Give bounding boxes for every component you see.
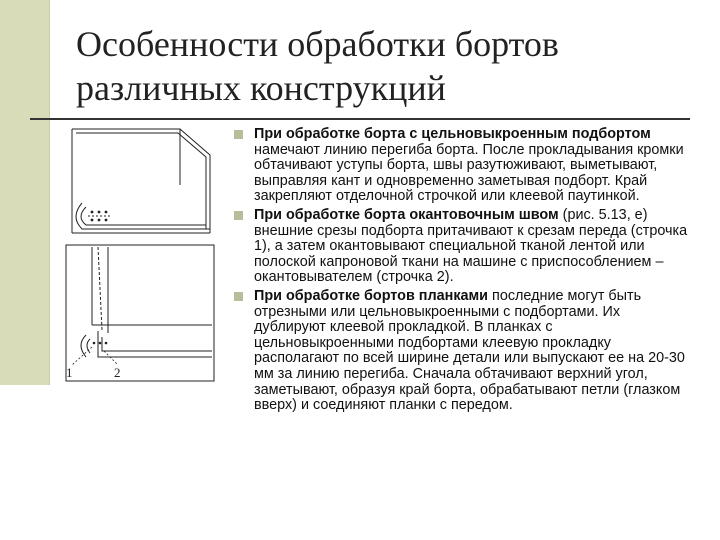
bullet-lead: При обработке борта окантовочным швом [254,206,559,223]
list-item [232,208,692,286]
garment-edge-figure [62,125,218,383]
bullet-list [232,127,692,417]
figure-label-1: 1 [66,365,73,380]
title-divider [30,118,690,120]
bullet-square-icon [234,211,243,220]
lower-stitch-marks [93,342,108,345]
decorative-left-stripe [0,0,50,385]
bullet-lead: При обработке борта с цельновыкроенным подбортом [254,126,651,142]
bullet-text: последние могут быть отрезными или цельновыкроенными с подбортами. Их дублируют клеевой прокладкой. В планках с цельновыкроенными подбортами клеевую прокладку располагают по всей ширине детали или выпускают ее на 20-30 мм за линию перегиба. Сначала обтачивают верхний угол, заметывают, образуя край борта, обрабатывают петли (глазком вверх) и соединяют планки с передом. [254,287,685,414]
bullet-square-icon [234,292,243,301]
list-item [232,289,692,414]
figure-label-2: 2 [114,365,121,380]
bullet-lead: При обработке бортов планками [254,287,489,304]
bullet-text: (рис. 5.13, е) внешние срезы подборта притачивают к срезам переда (строчка 1), а затем окантовывают специальной тканой лентой или полоской капроновой ткани на машине с приспособлением – окантовывателем (строчка 2). [254,206,688,286]
bullet-square-icon [234,130,243,139]
slide-title: Особенности обработки бортов различных конструкций [76,24,559,108]
bullet-text: намечают линию перегиба борта. После прокладывания кромки обтачивают уступы борта, швы разутюживают, выметывают, выправляя кант и одновременно заметывая подборт. Край закрепляют отделочной строчкой или клеевой паутинкой. [254,141,684,205]
stripe-edge [49,0,50,385]
list-item [232,127,692,205]
